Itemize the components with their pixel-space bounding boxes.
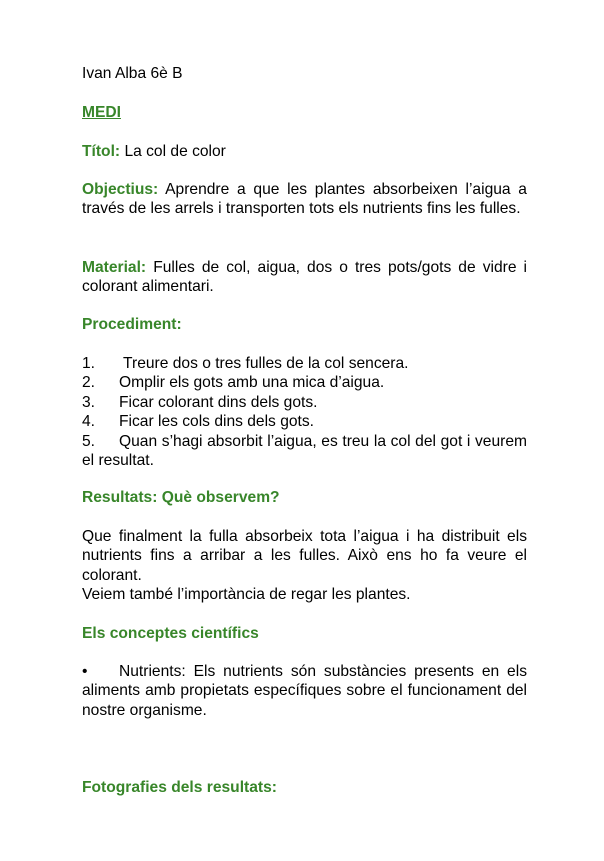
concepts-heading: Els conceptes científics <box>82 625 259 642</box>
results-heading: Resultats: Què observem? <box>82 489 280 506</box>
title-text: La col de color <box>124 143 226 160</box>
material-text: Fulles de col, aigua, dos o tres pots/gots de vidre i colorant alimentari. <box>82 259 527 296</box>
list-number: 4. <box>82 413 96 431</box>
author-line: Ivan Alba 6è B <box>82 65 183 82</box>
results-paragraph-2: Veiem també l’importància de regar les plantes. <box>82 586 411 603</box>
list-text: Omplir els gots amb una mica d’aigua. <box>119 374 385 392</box>
title-paragraph <box>82 142 527 161</box>
results-paragraph: Que finalment la fulla absorbeix tota l’aigua i ha distribuit els nutrients fins a arribar a les fulles. Això ens ho fa veure el colorant. <box>82 528 527 584</box>
list-text: Quan s’hagi absorbit l’aigua, es treu la col del got i veurem el resultat. <box>82 432 527 470</box>
list-item <box>82 354 527 373</box>
list-text: Nutrients: Els nutrients són substàncies presents en els aliments amb propietats específiques sobre el funcionament del nostre organisme. <box>82 663 527 719</box>
list-number: 2. <box>82 374 96 392</box>
list-number: 1. <box>82 355 96 372</box>
bullet-icon: • <box>82 663 88 680</box>
list-item <box>82 412 527 431</box>
list-item <box>82 662 527 720</box>
procedure-list <box>82 354 527 470</box>
material-paragraph <box>82 258 527 297</box>
list-text: Ficar colorant dins dels gots. <box>119 393 318 411</box>
list-item <box>82 432 527 471</box>
title-label: Títol: <box>82 143 121 160</box>
list-number: 3. <box>82 393 96 411</box>
objective-text: Aprendre a que les plantes absorbeixen l’aigua a través de les arrels i transporten tots els nutrients fins les fulles. <box>82 181 527 218</box>
list-text: Ficar les cols dins dels gots. <box>119 413 314 431</box>
material-label: Material: <box>82 259 147 276</box>
subject-heading: MEDI <box>82 104 121 121</box>
list-number: 5. <box>82 432 96 450</box>
concepts-list <box>82 662 527 720</box>
procedure-heading: Procediment: <box>82 316 182 333</box>
list-item <box>82 373 527 392</box>
photos-heading: Fotografies dels resultats: <box>82 779 277 796</box>
list-item <box>82 393 527 412</box>
list-text: Treure dos o tres fulles de la col sencera. <box>119 355 409 372</box>
objective-paragraph <box>82 180 527 219</box>
objective-label: Objectius: <box>82 181 159 198</box>
